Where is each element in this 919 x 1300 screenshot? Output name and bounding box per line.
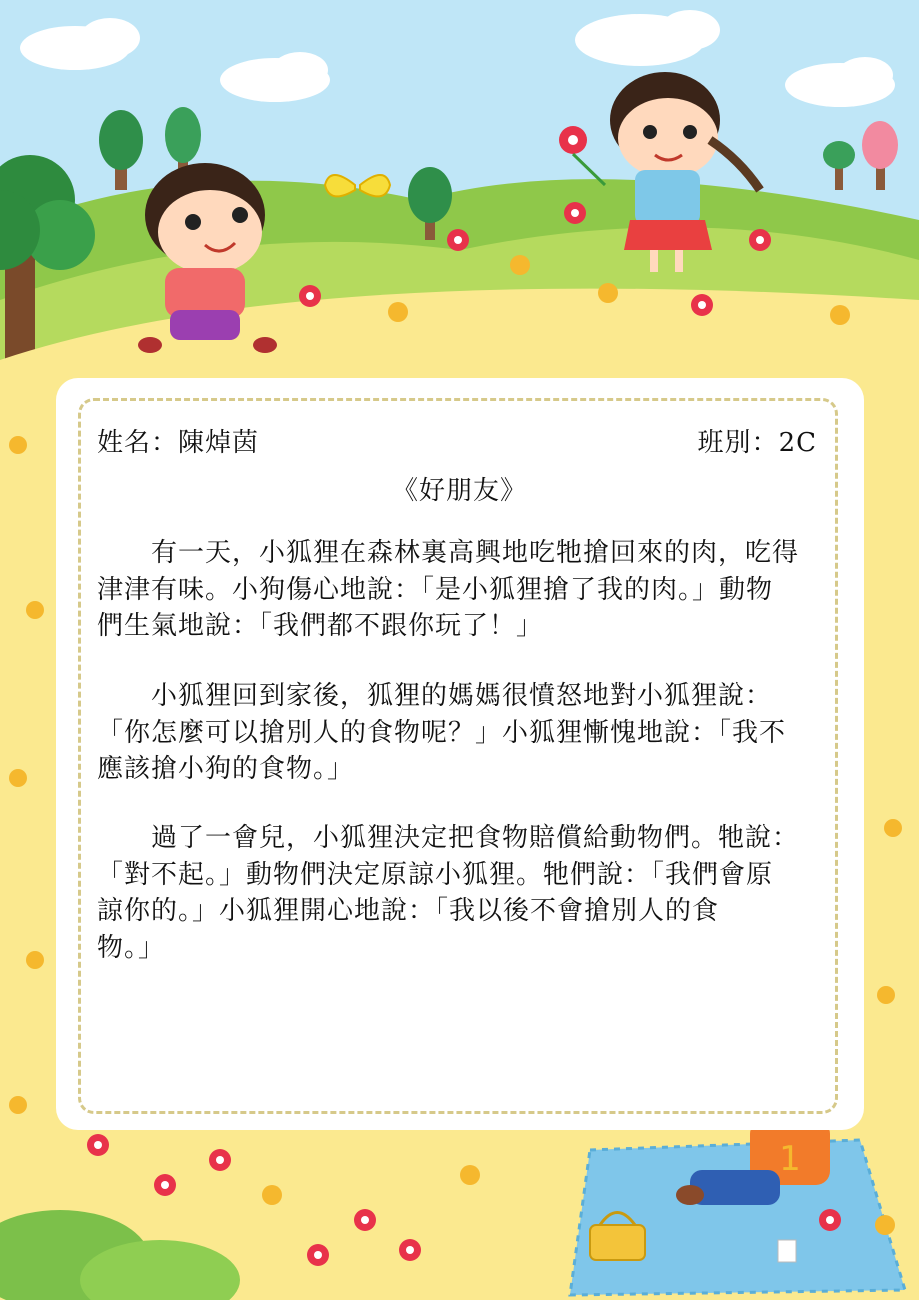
flower-red-icon — [299, 285, 321, 307]
paragraph-line: 應該搶小狗的食物。」 — [97, 754, 355, 784]
flower-red-icon — [564, 202, 586, 224]
flower-yellow-icon — [877, 986, 895, 1004]
paragraph — [97, 678, 812, 788]
flower-yellow-icon — [598, 283, 618, 303]
paragraph-line: 過了一會兒，小狐狸決定把食物賠償給動物們。牠說： — [97, 823, 800, 853]
paragraph — [97, 535, 812, 645]
class-value: 2C — [778, 428, 817, 458]
paragraph-line: 「對不起。」動物們決定原諒小狐狸。牠們說：「我們會原 — [97, 859, 774, 890]
flower-yellow-icon — [9, 769, 27, 787]
flower-yellow-icon — [460, 1165, 480, 1185]
paragraph-line: 小狐狸回到家後，狐狸的媽媽很憤怒地對小狐狸說： — [97, 681, 773, 711]
flower-yellow-icon — [875, 1215, 895, 1235]
paragraph-line: 津津有味。小狗傷心地說：「是小狐狸搶了我的肉。」動物 — [97, 574, 774, 605]
class-label: 班別： — [697, 428, 779, 458]
boy-shirt-number: 1 — [779, 1139, 801, 1179]
flower-yellow-icon — [262, 1185, 282, 1205]
student-name-row — [97, 422, 259, 459]
paragraph-line: 諒你的。」小狐狸開心地說：「我以後不會搶別人的食 — [97, 896, 720, 926]
paragraph-line: 「你怎麼可以搶別人的食物呢？」小狐狸慚愧地說：「我不 — [97, 717, 787, 748]
flower-red-icon — [87, 1134, 109, 1156]
flower-red-icon — [209, 1149, 231, 1171]
flower-yellow-icon — [884, 819, 902, 837]
flower-red-icon — [354, 1209, 376, 1231]
flower-yellow-icon — [830, 305, 850, 325]
essay-title: 《好朋友》 — [391, 476, 527, 506]
name-label: 姓名： — [97, 428, 179, 458]
flower-yellow-icon — [26, 951, 44, 969]
flower-yellow-icon — [388, 302, 408, 322]
flower-yellow-icon — [510, 255, 530, 275]
flower-yellow-icon — [9, 1096, 27, 1114]
flower-red-icon — [399, 1239, 421, 1261]
picnic-blanket — [570, 1140, 905, 1295]
paragraph-line: 們生氣地說：「我們都不跟你玩了！」 — [97, 611, 544, 641]
paragraph-line: 物。」 — [97, 932, 166, 963]
flower-red-icon — [819, 1209, 841, 1231]
paragraph — [97, 820, 812, 966]
paragraph-line: 有一天，小狐狸在森林裏高興地吃牠搶回來的肉，吃得 — [97, 538, 800, 568]
flower-red-icon — [154, 1174, 176, 1196]
flower-red-icon — [307, 1244, 329, 1266]
flower-red-icon — [749, 229, 771, 251]
flower-yellow-icon — [9, 436, 27, 454]
flower-red-icon — [447, 229, 469, 251]
cup-icon — [778, 1240, 796, 1262]
class-row — [698, 422, 817, 459]
name-value: 陳焯茵 — [178, 428, 260, 458]
flower-yellow-icon — [26, 601, 44, 619]
flower-red-icon — [691, 294, 713, 316]
